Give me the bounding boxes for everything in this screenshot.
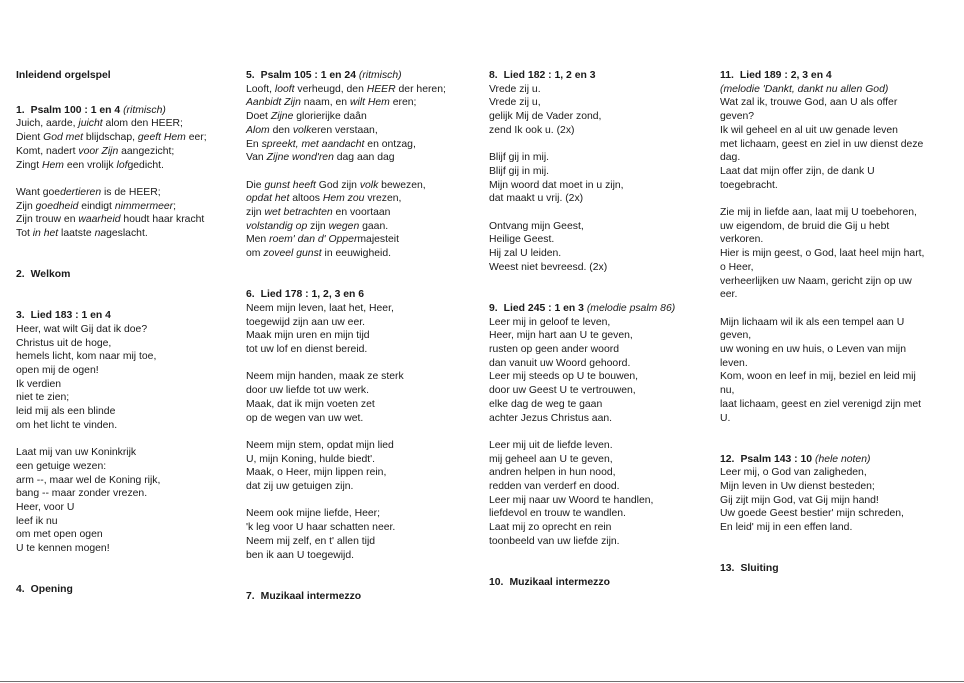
italic-run: volstandig op bbox=[246, 220, 308, 232]
section-13-title: Sluiting bbox=[740, 563, 779, 575]
verse-line bbox=[16, 213, 236, 227]
italic-run: HEER bbox=[366, 83, 396, 95]
italic-run: gunst heeft bbox=[264, 179, 316, 191]
verse-line: uw eigendom, de bruid die Gij u hebt bbox=[720, 220, 890, 232]
section-6-heading bbox=[246, 288, 478, 302]
text-run: blijdschap, bbox=[83, 132, 138, 144]
section-12 bbox=[720, 453, 950, 535]
verse-group bbox=[246, 302, 478, 357]
text-run: der heren; bbox=[395, 83, 446, 95]
text-run: Komt, nadert bbox=[16, 145, 79, 157]
verse-line: nu, bbox=[720, 385, 735, 397]
verse-line: Leer mij, o God van zaligheden, bbox=[720, 467, 867, 479]
verse-line: rusten op geen ander woord bbox=[489, 344, 619, 356]
text-run: laatste bbox=[58, 228, 95, 240]
verse-line: Ontvang mijn Geest, bbox=[489, 220, 584, 232]
verse-line: Hier is mijn geest, o God, laat heel mijn hart, bbox=[720, 248, 925, 260]
section-4-number: 4. bbox=[16, 584, 25, 596]
verse-line: toonbeeld van uw liefde zijn. bbox=[489, 535, 620, 547]
section-1-number: 1. bbox=[16, 104, 25, 116]
verse-line bbox=[246, 83, 478, 97]
column-1 bbox=[16, 69, 236, 597]
italic-run: Hem bbox=[42, 159, 64, 171]
verse-group bbox=[246, 370, 478, 425]
text-run: in eeuwigheid. bbox=[321, 248, 391, 260]
verse-line: Laat mij van uw Koninkrijk bbox=[16, 447, 137, 459]
verse-line: op de wegen van uw wet. bbox=[246, 412, 364, 424]
text-run: altoos bbox=[289, 193, 323, 205]
verse-group bbox=[489, 83, 715, 138]
verse-line: om met open ogen bbox=[16, 529, 103, 541]
text-run: eren; bbox=[389, 97, 417, 109]
verse-group bbox=[489, 151, 715, 206]
section-8 bbox=[489, 69, 715, 275]
verse-group bbox=[16, 323, 236, 433]
verse-line: Heer, voor U bbox=[16, 502, 75, 514]
section-7-number: 7. bbox=[246, 590, 255, 602]
verse-line: Neem mijn handen, maak ze sterk bbox=[246, 371, 404, 383]
text-run: glorierijke daân bbox=[293, 111, 367, 123]
italic-run: Aanbidt Zijn bbox=[246, 97, 301, 109]
verse-line: open mij de ogen! bbox=[16, 365, 99, 377]
section-3-title: Lied 183 : 1 en 4 bbox=[30, 310, 111, 322]
section-11-number: 11. bbox=[720, 70, 734, 81]
verse-line bbox=[16, 131, 236, 145]
verse-line: En leid' mij in een effen land. bbox=[720, 522, 853, 534]
section-10-number: 10. bbox=[489, 576, 504, 588]
verse-line: Neem mij zelf, en t' allen tijd bbox=[246, 535, 376, 547]
italic-run: nimmermeer bbox=[114, 200, 174, 212]
verse-line: Heilige Geest. bbox=[489, 234, 555, 246]
bottom-divider bbox=[0, 681, 964, 682]
verse-line bbox=[16, 145, 236, 159]
verse-line: Vrede zij u, bbox=[489, 97, 541, 109]
section-12-heading bbox=[720, 453, 950, 467]
verse-line bbox=[246, 96, 478, 110]
verse-line: dan vanuit uw Woord gehoord. bbox=[489, 357, 631, 369]
italic-run: wet betrachten bbox=[264, 207, 333, 219]
verse-group bbox=[16, 446, 236, 556]
column-3 bbox=[489, 69, 715, 590]
text-run: Men bbox=[246, 234, 270, 246]
text-run: majesteit bbox=[357, 234, 399, 246]
verse-group bbox=[489, 316, 715, 426]
text-run: een vrolijk bbox=[63, 159, 117, 171]
section-6-title: Lied 178 : 1, 2, 3 en 6 bbox=[260, 289, 365, 301]
verse-line: leef ik nu bbox=[16, 515, 58, 527]
verse-line: Leer mij in geloof te leven, bbox=[489, 316, 611, 328]
verse-line bbox=[16, 200, 236, 214]
verse-line: dag. bbox=[720, 152, 741, 164]
text-run: Die bbox=[246, 179, 265, 191]
verse-line: Ik verdien bbox=[16, 378, 62, 390]
verse-group bbox=[720, 206, 950, 302]
section-intro-heading: Inleidend orgelspel bbox=[16, 70, 111, 81]
section-11-title: Lied 189 : 2, 3 en 4 bbox=[739, 70, 832, 81]
text-run: alom den HEER; bbox=[102, 118, 183, 130]
italic-run: wegen bbox=[328, 220, 360, 232]
verse-line bbox=[246, 220, 478, 234]
text-run: Zijn trouw en bbox=[16, 214, 79, 226]
italic-run: spreekt, met aandacht bbox=[261, 138, 365, 150]
text-run: vrezen, bbox=[364, 193, 402, 205]
section-5-note: (ritmisch) bbox=[358, 70, 402, 81]
verse-group bbox=[720, 316, 950, 426]
verse-line: mij geheel aan U te geven, bbox=[489, 453, 613, 465]
verse-line bbox=[16, 159, 236, 173]
section-1-heading bbox=[16, 104, 236, 118]
verse-line: arm --, maar wel de Koning rijk, bbox=[16, 474, 161, 486]
verse-line: Laat mij zo oprecht en rein bbox=[489, 522, 612, 534]
verse-line bbox=[246, 138, 478, 152]
verse-line: Maak mijn uren en mijn tijd bbox=[246, 330, 370, 342]
text-run: gaan. bbox=[359, 220, 389, 232]
verse-line: Weest niet bevreesd. (2x) bbox=[489, 261, 608, 273]
section-13-heading bbox=[720, 562, 950, 576]
verse-line: Hij zal U leiden. bbox=[489, 248, 562, 260]
text-run: eren verstaan, bbox=[311, 124, 378, 136]
text-run: Zingt bbox=[16, 159, 42, 171]
text-run: houdt haar kracht bbox=[120, 214, 205, 226]
text-run: en ontzag, bbox=[364, 138, 416, 150]
text-run: eer; bbox=[185, 132, 207, 144]
italic-run: God met bbox=[43, 132, 84, 144]
text-run: en voortaan bbox=[332, 207, 391, 219]
section-1 bbox=[16, 104, 236, 241]
verse-line bbox=[246, 206, 478, 220]
verse-line: door uw liefde tot uw werk. bbox=[246, 385, 370, 397]
verse-line: Neem mijn stem, opdat mijn lied bbox=[246, 439, 394, 451]
text-run: eindigt bbox=[78, 200, 115, 212]
text-run: dag aan dag bbox=[333, 152, 395, 164]
section-3-heading bbox=[16, 309, 236, 323]
section-6 bbox=[246, 288, 478, 562]
section-13-number: 13. bbox=[720, 563, 735, 575]
verse-line: achter Jezus Christus aan. bbox=[489, 412, 613, 424]
verse-line bbox=[246, 179, 478, 193]
verse-line: Christus uit de hoge, bbox=[16, 337, 112, 349]
italic-run: goedheid bbox=[35, 200, 79, 212]
verse-line: redden van verderf en dood. bbox=[489, 481, 620, 493]
verse-line: toegewijd zijn aan uw eer. bbox=[246, 316, 365, 328]
text-run: ; bbox=[173, 200, 177, 212]
italic-run: dertieren bbox=[60, 186, 102, 198]
verse-line: een getuige wezen: bbox=[16, 460, 107, 472]
verse-line: door uw Geest U te vertrouwen, bbox=[489, 385, 636, 397]
section-2-number: 2. bbox=[16, 269, 25, 281]
verse-line: tot uw lof en dienst bereid. bbox=[246, 344, 368, 356]
verse-line: Heer, wat wilt Gij dat ik doe? bbox=[16, 323, 148, 335]
verse-line: Blijf gij in mij. bbox=[489, 165, 550, 177]
italic-run: voor Zijn bbox=[78, 145, 119, 157]
italic-run: zoveel gunst bbox=[263, 248, 322, 260]
text-run: Tot bbox=[16, 228, 33, 240]
text-run: den bbox=[269, 124, 293, 136]
verse-line: dat maakt u vrij. (2x) bbox=[489, 193, 584, 205]
verse-line: eer. bbox=[720, 289, 738, 301]
verse-line: verheerlijken uw Naam, gericht zijn op uw bbox=[720, 275, 912, 287]
verse-line bbox=[16, 186, 236, 200]
verse-line: gelijk Mij de Vader zond, bbox=[489, 111, 602, 123]
verse-line: U, mijn Koning, hulde biedt'. bbox=[246, 453, 376, 465]
verse-group bbox=[720, 96, 950, 192]
section-2-title: Welkom bbox=[30, 269, 71, 281]
verse-line: Neem mijn leven, laat het, Heer, bbox=[246, 302, 394, 314]
section-3 bbox=[16, 309, 236, 556]
verse-line: niet te zien; bbox=[16, 392, 70, 404]
verse-line: Heer, mijn hart aan U te geven, bbox=[489, 330, 633, 342]
italic-run: Alom bbox=[246, 124, 270, 136]
italic-run: Zijne bbox=[270, 111, 294, 123]
verse-line: Kom, woon en leef in mij, beziel en leid mij bbox=[720, 371, 916, 383]
italic-run: volk bbox=[292, 124, 312, 136]
italic-run: Hem zou bbox=[322, 193, 365, 205]
text-run: Looft, bbox=[246, 83, 275, 95]
text-run: aangezicht; bbox=[118, 145, 175, 157]
verse-line: dat zij uw getuigen zijn. bbox=[246, 481, 354, 493]
italic-run: geeft Hem bbox=[137, 132, 186, 144]
verse-line: Zie mij in liefde aan, laat mij U toebehoren, bbox=[720, 207, 917, 219]
verse-line bbox=[246, 124, 478, 138]
verse-line: Neem ook mijne liefde, Heer; bbox=[246, 508, 380, 520]
section-9 bbox=[489, 302, 715, 549]
text-run: zijn bbox=[246, 207, 265, 219]
text-run: geslacht. bbox=[106, 228, 148, 240]
verse-line: om het licht te vinden. bbox=[16, 419, 118, 431]
section-8-heading bbox=[489, 69, 715, 83]
verse-line: Wat zal ik, trouwe God, aan U als offer bbox=[720, 97, 898, 109]
verse-line bbox=[246, 233, 478, 247]
section-9-heading bbox=[489, 302, 715, 316]
text-run: Dient bbox=[16, 132, 44, 144]
text-run: Van bbox=[246, 152, 267, 164]
section-10-title: Muzikaal intermezzo bbox=[509, 576, 610, 588]
section-4-title: Opening bbox=[30, 584, 73, 596]
text-run: gedicht. bbox=[127, 159, 164, 171]
section-6-number: 6. bbox=[246, 289, 255, 301]
section-5-heading bbox=[246, 69, 478, 83]
text-run: En bbox=[246, 138, 262, 150]
verse-group bbox=[246, 439, 478, 494]
section-3-number: 3. bbox=[16, 310, 25, 322]
verse-line: Leer mij naar uw Woord te handlen, bbox=[489, 494, 654, 506]
italic-run: lof bbox=[116, 159, 128, 171]
section-4-heading bbox=[16, 583, 236, 597]
verse-line: Vrede zij u. bbox=[489, 83, 541, 95]
verse-group bbox=[246, 507, 478, 562]
italic-run: opdat het bbox=[246, 193, 290, 205]
section-9-note: (melodie psalm 86) bbox=[586, 302, 676, 314]
column-2 bbox=[246, 69, 478, 603]
verse-line bbox=[246, 110, 478, 124]
section-5 bbox=[246, 69, 478, 261]
section-11 bbox=[720, 69, 950, 425]
section-5-title: Psalm 105 : 1 en 24 bbox=[260, 70, 356, 81]
verse-line: o Heer, bbox=[720, 261, 754, 273]
section-11-note: (melodie 'Dankt, dankt nu allen God) bbox=[720, 83, 889, 95]
verse-line: leid mij als een blinde bbox=[16, 406, 116, 418]
verse-line: liefdevol en trouw te wandlen. bbox=[489, 508, 626, 520]
verse-group bbox=[489, 439, 715, 549]
italic-run: roem' dan d' Opper bbox=[269, 234, 358, 246]
verse-group bbox=[720, 466, 950, 535]
section-7-title: Muzikaal intermezzo bbox=[260, 590, 362, 602]
italic-run: juicht bbox=[78, 118, 103, 130]
text-run: naam, en bbox=[300, 97, 350, 109]
verse-line bbox=[16, 117, 236, 131]
verse-line: laat lichaam, geest en ziel verenigd zijn met bbox=[720, 398, 921, 410]
italic-run: Zijne wond'ren bbox=[266, 152, 334, 164]
verse-line: elke dag de weg te gaan bbox=[489, 398, 603, 410]
verse-line bbox=[246, 192, 478, 206]
section-12-title: Psalm 143 : 10 bbox=[740, 453, 813, 465]
section-8-title: Lied 182 : 1, 2 en 3 bbox=[503, 70, 596, 81]
verse-line: Laat dat mijn offer zijn, de dank U bbox=[720, 165, 875, 177]
verse-line: Maak, dat ik mijn voeten zet bbox=[246, 398, 375, 410]
section-8-number: 8. bbox=[489, 70, 498, 81]
column-4 bbox=[720, 69, 950, 576]
section-7-heading bbox=[246, 590, 478, 604]
verse-line: geven? bbox=[720, 111, 755, 123]
verse-line: U te kennen mogen! bbox=[16, 543, 110, 555]
italic-run: looft bbox=[274, 83, 295, 95]
verse-line: Gij zijt mijn God, vat Gij mijn hand! bbox=[720, 494, 879, 506]
verse-line: U. bbox=[720, 412, 731, 424]
verse-line: zend Ik ook u. (2x) bbox=[489, 124, 575, 136]
verse-line: Maak, o Heer, mijn lippen rein, bbox=[246, 467, 387, 479]
text-run: zijn bbox=[307, 220, 329, 232]
italic-run: na bbox=[94, 228, 107, 240]
section-1-note: (ritmisch) bbox=[123, 104, 166, 116]
verse-line: met lichaam, geest en ziel in uw dienst deze bbox=[720, 138, 924, 150]
italic-run: volk bbox=[359, 179, 379, 191]
section-1-title: Psalm 100 : 1 en 4 bbox=[30, 104, 121, 116]
verse-line: Leer mij steeds op U te bouwen, bbox=[489, 371, 639, 383]
text-run: Juich, aarde, bbox=[16, 118, 79, 130]
verse-line: toegebracht. bbox=[720, 179, 778, 191]
verse-group bbox=[489, 220, 715, 275]
verse-line: andren helpen in hun nood, bbox=[489, 467, 616, 479]
section-10-heading bbox=[489, 576, 715, 590]
verse-line: Ik wil geheel en al uit uw genade leven bbox=[720, 124, 898, 136]
verse-line: Leer mij uit de liefde leven. bbox=[489, 439, 613, 451]
italic-run: in het bbox=[32, 228, 59, 240]
verse-line: Uw goede Geest bestier' mijn schreden, bbox=[720, 508, 904, 520]
section-9-title: Lied 245 : 1 en 3 bbox=[503, 302, 584, 314]
text-run: Want goe bbox=[16, 186, 61, 198]
section-5-number: 5. bbox=[246, 70, 255, 81]
verse-line: ben ik aan U toegewijd. bbox=[246, 549, 355, 561]
verse-line: verkoren. bbox=[720, 234, 764, 246]
verse-line: Blijf gij in mij. bbox=[489, 152, 550, 164]
text-run: is de HEER; bbox=[101, 186, 161, 198]
verse-line bbox=[246, 151, 478, 165]
section-9-number: 9. bbox=[489, 302, 498, 314]
verse-line: hemels licht, kom naar mij toe, bbox=[16, 351, 157, 363]
verse-line bbox=[16, 227, 236, 241]
section-12-number: 12. bbox=[720, 453, 735, 465]
italic-run: wilt Hem bbox=[349, 97, 390, 109]
section-2-heading bbox=[16, 268, 236, 282]
text-run: God zijn bbox=[315, 179, 360, 191]
text-run: Zijn bbox=[16, 200, 36, 212]
italic-run: waarheid bbox=[78, 214, 121, 226]
section-11-heading bbox=[720, 69, 950, 83]
verse-line: bang -- maar zonder vrezen. bbox=[16, 488, 148, 500]
verse-line: leven. bbox=[720, 357, 748, 369]
section-12-note: (hele noten) bbox=[814, 453, 871, 465]
verse-line: uw woning en uw huis, o Leven van mijn bbox=[720, 344, 906, 356]
verse-line: Mijn lichaam wil ik als een tempel aan U bbox=[720, 316, 905, 328]
verse-line: 'k leg voor U haar schatten neer. bbox=[246, 522, 396, 534]
verse-line: Mijn leven in Uw dienst besteden; bbox=[720, 481, 875, 493]
verse-line bbox=[246, 247, 478, 261]
verse-line: geven, bbox=[720, 330, 752, 342]
text-run: verheugd, den bbox=[294, 83, 367, 95]
text-run: bewezen, bbox=[378, 179, 426, 191]
verse-line: Mijn woord dat moet in u zijn, bbox=[489, 179, 624, 191]
text-run: Doet bbox=[246, 111, 271, 123]
text-run: om bbox=[246, 248, 264, 260]
